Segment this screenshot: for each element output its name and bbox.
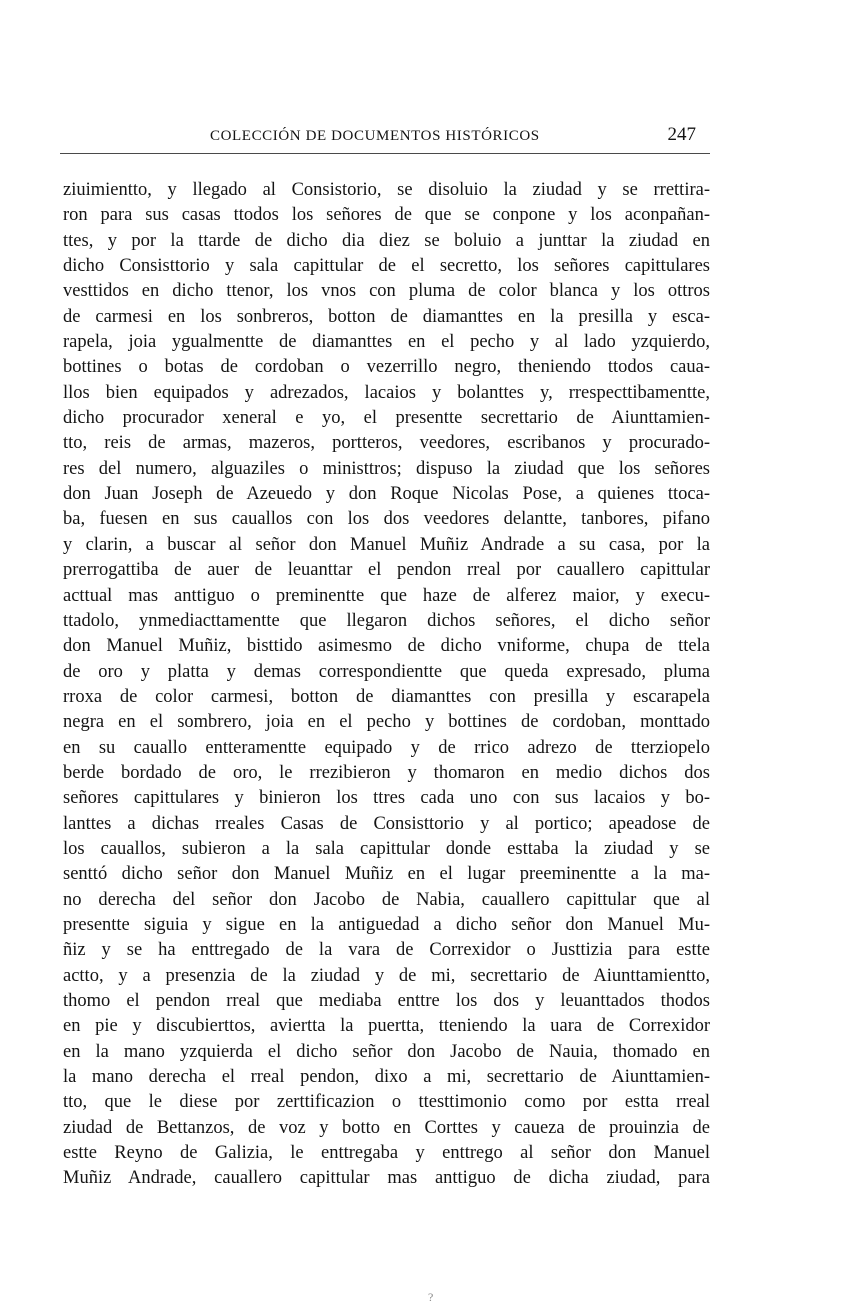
text-line: en pie y discubierttos, aviertta la puertta, tteniendo la uara de Correxidor [63,1016,710,1037]
text-line: de oro y platta y demas correspondientte que queda expresado, pluma [63,661,710,682]
text-line: presentte siguia y sigue en la antiguedad a dicho señor don Manuel Mu- [63,914,710,935]
text-line: tto, que le diese por zerttificazion o ttesttimonio como por estta rreal [63,1092,710,1113]
text-line: don Manuel Muñiz, bisttido asimesmo de dicho vniforme, chupa de ttela [63,636,710,657]
text-line: llos bien equipados y adrezados, lacaios y bolanttes y, rrespecttibamentte, [63,382,710,403]
text-line: ba, fuesen en sus cauallos con los dos veedores delantte, tanbores, pifano [63,509,710,530]
text-line: los cauallos, subieron a la sala capittular donde esttaba la ziudad y se [63,838,710,859]
text-line: rapela, joia ygualmentte de diamanttes en el pecho y al lado yzquierdo, [63,332,710,353]
text-line: en la mano yzquierda el dicho señor don Jacobo de Nauia, thomado en [63,1041,710,1062]
text-line: no derecha del señor don Jacobo de Nabia, cauallero capittular que al [63,889,710,910]
text-line: lanttes a dichas rreales Casas de Consisttorio y al portico; apeadose de [63,813,710,834]
text-line: en su cauallo entteramentte equipado y de rrico adrezo de tterziopelo [63,737,710,758]
text-line: la mano derecha el rreal pendon, dixo a mi, secrettario de Aiunttamien- [63,1067,710,1088]
text-line: acttual mas anttiguo o preminentte que haze de alferez maior, y execu- [63,585,710,606]
text-line: ttadolo, ynmediacttamentte que llegaron dichos señores, el dicho señor [63,610,710,631]
text-line: de carmesi en los sonbreros, botton de diamanttes en la presilla y esca- [63,306,710,327]
text-line: bottines o botas de cordoban o vezerrillo negro, theniendo ttodos caua- [63,357,710,378]
text-line: negra en el sombrero, joia en el pecho y bottines de cordoban, monttado [63,712,710,733]
text-line: ron para sus casas ttodos los señores de que se conpone y los aconpañan- [63,205,710,226]
page-header [60,124,710,154]
text-line: tto, reis de armas, mazeros, portteros, veedores, escribanos y procurado- [63,433,710,454]
text-line: berde bordado de oro, le rrezibieron y thomaron en medio dichos dos [63,762,710,783]
text-line: prerrogattiba de auer de leuanttar el pendon rreal por cauallero capittular [63,560,710,581]
text-line: vesttidos en dicho ttenor, los vnos con pluma de color blanca y los ottros [63,281,710,302]
text-line: ziudad de Bettanzos, de voz y botto en Corttes y caueza de prouinzia de [63,1117,710,1138]
body-text [63,178,710,1192]
text-line: senttó dicho señor don Manuel Muñiz en el lugar preeminentte a la ma- [63,864,710,885]
text-line: res del numero, alguaziles o ministtros; dispuso la ziudad que los señores [63,458,710,479]
text-line: actto, y a presenzia de la ziudad y de mi, secrettario de Aiunttamientto, [63,965,710,986]
text-line: thomo el pendon rreal que mediaba enttre los dos y leuanttados thodos [63,991,710,1011]
text-line: ttes, y por la ttarde de dicho dia diez se boluio a junttar la ziudad en [63,230,710,251]
text-line: señores capittulares y binieron los ttres cada uno con sus lacaios y bo- [63,788,710,809]
text-line: dicho procurador xeneral e yo, el presentte secrettario de Aiunttamien- [63,408,710,429]
text-line: y clarin, a buscar al señor don Manuel Muñiz Andrade a su casa, por la [63,534,710,555]
text-line: dicho Consisttorio y sala capittular de el secretto, los señores capittulares [63,256,710,277]
text-line: don Juan Joseph de Azeuedo y don Roque Nicolas Pose, a quienes ttoca- [63,484,710,505]
text-line: Muñiz Andrade, cauallero capittular mas anttiguo de dicha ziudad, para [63,1168,710,1189]
text-line: ziuimientto, y llegado al Consistorio, se disoluio la ziudad y se rrettira- [63,180,710,200]
text-line: ñiz y se ha enttregado de la vara de Correxidor o Justtizia para estte [63,940,710,961]
page-number: 247 [667,124,696,145]
text-line: rroxa de color carmesi, botton de diamanttes con presilla y escarapela [63,686,710,707]
footer-mark: ? [428,1290,434,1304]
header-rule [60,153,710,154]
text-line: estte Reyno de Galizia, le enttregaba y enttrego al señor don Manuel [63,1143,710,1164]
running-title: COLECCIÓN DE DOCUMENTOS HISTÓRICOS [210,128,540,144]
